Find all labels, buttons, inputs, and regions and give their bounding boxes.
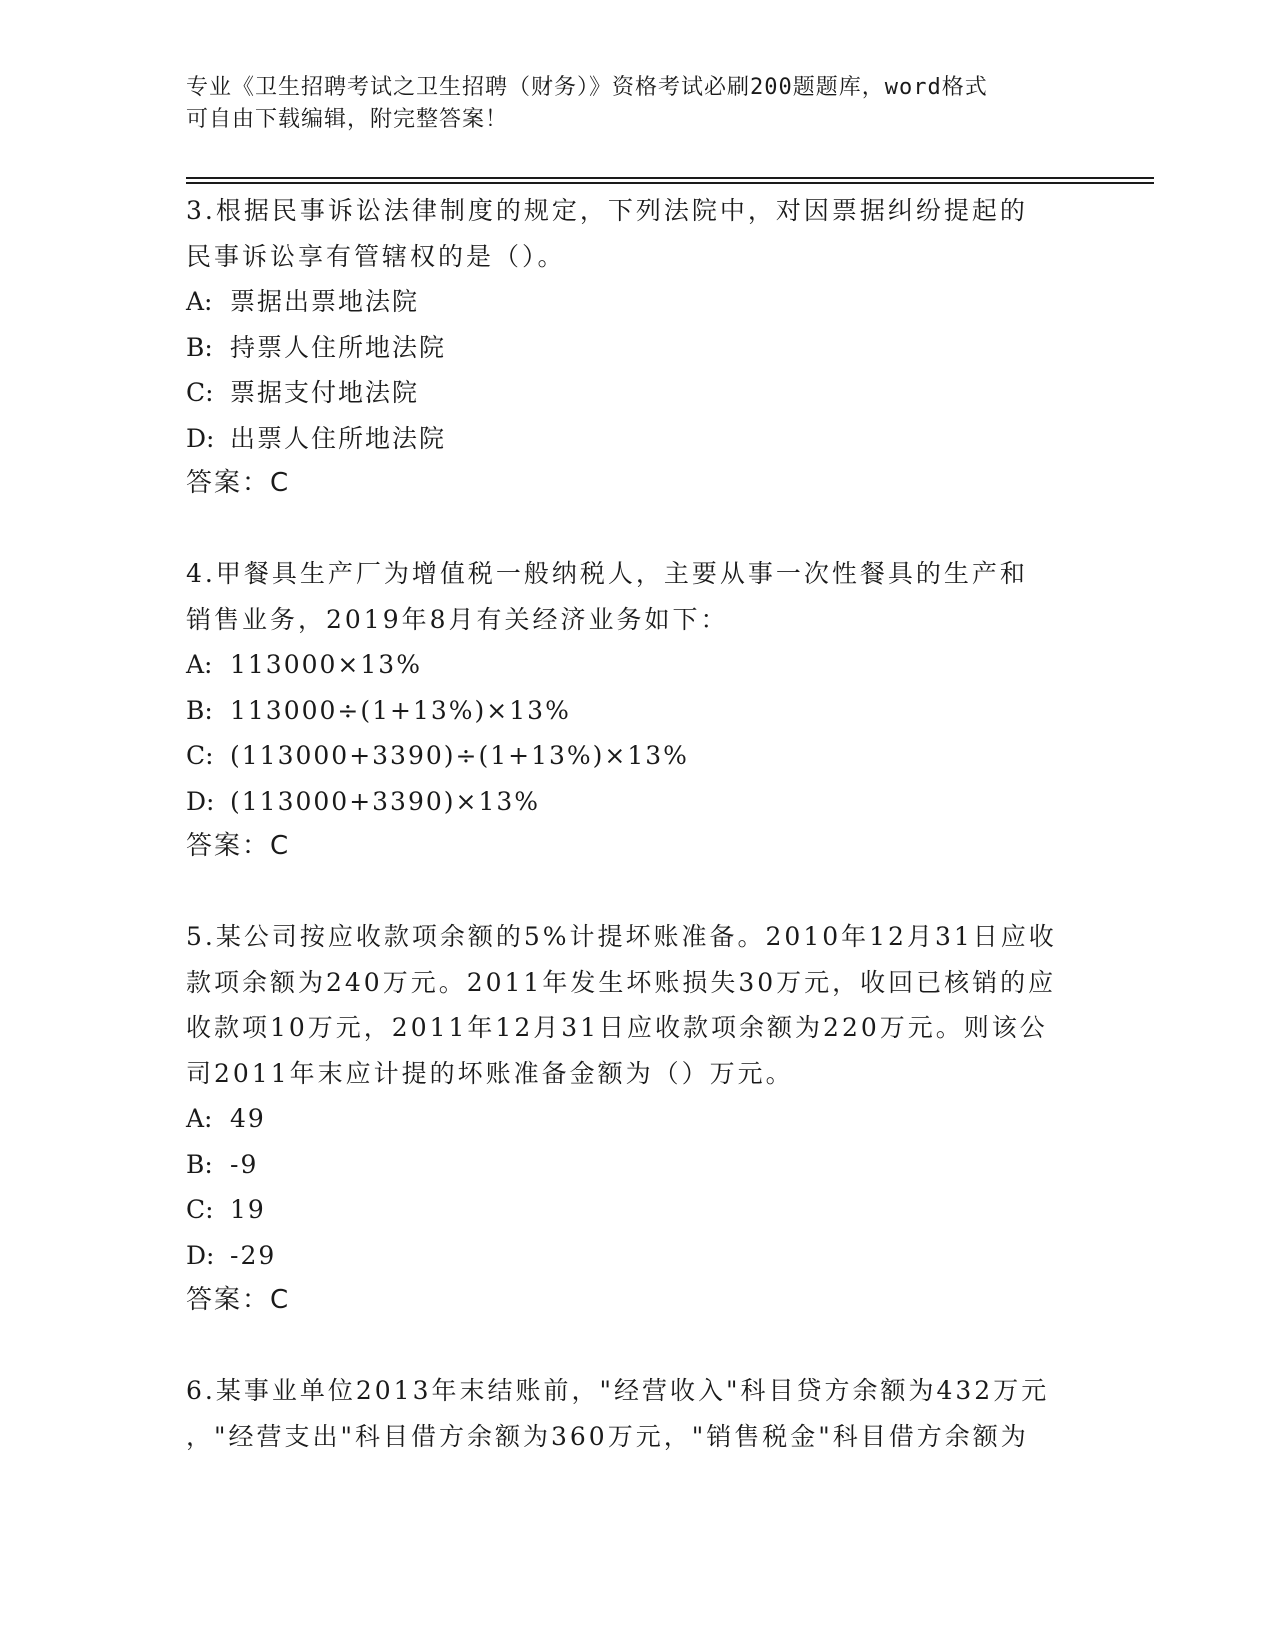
question-stem-line: 司2011年末应计提的坏账准备金额为（）万元。: [186, 1058, 794, 1088]
option-b: [186, 688, 1086, 734]
option-letter: C:: [186, 1195, 214, 1224]
question-6: [186, 1368, 1086, 1459]
option-text: 出票人住所地法院: [230, 423, 447, 453]
option-text: 19: [230, 1195, 266, 1224]
option-letter: C:: [186, 378, 214, 407]
question-stem-line: 款项余额为240万元。2011年发生坏账损失30万元，收回已核销的应: [186, 967, 1057, 997]
option-a: [186, 1096, 1086, 1142]
option-text: -9: [230, 1149, 259, 1179]
option-letter: B:: [186, 695, 213, 725]
option-letter: D:: [186, 786, 215, 816]
option-letter: D:: [186, 1240, 215, 1270]
option-text: 113000÷(1+13%)×13%: [230, 695, 571, 725]
question-3: [186, 188, 1086, 507]
option-text: (113000+3390)÷(1+13%)×13%: [230, 741, 689, 770]
question-stem-line: 销售业务，2019年8月有关经济业务如下：: [186, 604, 729, 634]
header-rule-bottom: [186, 182, 1154, 184]
answer-line: 答案：C: [186, 831, 291, 861]
answer-line: 答案：C: [186, 468, 291, 498]
option-text: 49: [230, 1104, 266, 1133]
document-header: [186, 72, 1066, 136]
option-letter: A:: [186, 650, 213, 679]
option-b: [186, 325, 1086, 371]
option-c: [186, 733, 1086, 779]
answer-line: 答案：C: [186, 1285, 291, 1315]
question-stem-line: ，"经营支出"科目借方余额为360万元，"销售税金"科目借方余额为: [186, 1421, 1029, 1451]
header-line-2: 可自由下载编辑，附完整答案！: [186, 107, 509, 132]
question-stem-line: 3.根据民事诉讼法律制度的规定，下列法院中，对因票据纠纷提起的: [186, 196, 1028, 225]
option-b: [186, 1142, 1086, 1188]
option-c: [186, 370, 1086, 416]
header-rule-top: [186, 177, 1154, 179]
option-letter: C:: [186, 741, 214, 770]
option-text: (113000+3390)×13%: [230, 786, 541, 816]
question-4: [186, 551, 1086, 870]
header-line-1: 专业《卫生招聘考试之卫生招聘（财务）》资格考试必刷200题题库，word格式: [186, 75, 988, 100]
option-c: [186, 1187, 1086, 1233]
question-stem-line: 4.甲餐具生产厂为增值税一般纳税人，主要从事一次性餐具的生产和: [186, 559, 1028, 588]
option-d: [186, 779, 1086, 825]
option-letter: A:: [186, 1104, 213, 1133]
option-text: 票据支付地法院: [230, 378, 420, 407]
option-d: [186, 416, 1086, 462]
option-a: [186, 279, 1086, 325]
question-5: [186, 914, 1086, 1324]
option-text: -29: [230, 1240, 277, 1270]
option-text: 113000×13%: [230, 650, 422, 679]
option-letter: A:: [186, 287, 213, 316]
option-text: 持票人住所地法院: [230, 332, 447, 362]
option-letter: D:: [186, 423, 215, 453]
question-stem-line: 5.某公司按应收款项余额的5%计提坏账准备。2010年12月31日应收: [186, 922, 1057, 951]
option-d: [186, 1233, 1086, 1279]
option-text: 票据出票地法院: [230, 287, 420, 316]
question-stem-line: 民事诉讼享有管辖权的是（）。: [186, 241, 566, 271]
option-letter: B:: [186, 332, 213, 362]
option-letter: B:: [186, 1149, 213, 1179]
question-stem-line: 收款项10万元，2011年12月31日应收款项余额为220万元。则该公: [186, 1013, 1048, 1042]
question-stem-line: 6.某事业单位2013年末结账前，"经营收入"科目贷方余额为432万元: [186, 1376, 1050, 1405]
option-a: [186, 642, 1086, 688]
